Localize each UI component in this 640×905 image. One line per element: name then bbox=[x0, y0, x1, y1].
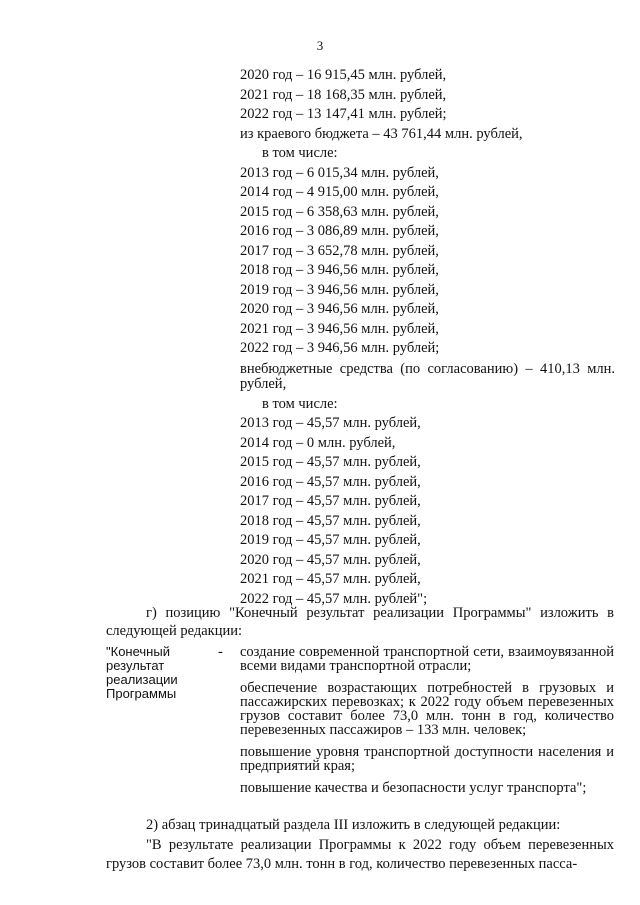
funding-line: из краевого бюджета – 43 761,44 млн. рублей, bbox=[240, 125, 523, 142]
funding-line: 2021 год – 3 946,56 млн. рублей, bbox=[240, 320, 439, 337]
funding-line: 2017 год – 45,57 млн. рублей, bbox=[240, 493, 421, 509]
funding-line: 2020 год – 45,57 млн. рублей, bbox=[240, 551, 421, 568]
funding-line: в том числе: bbox=[262, 145, 338, 161]
result-table-dash: - bbox=[218, 644, 223, 660]
funding-line: 2019 год – 3 946,56 млн. рублей, bbox=[240, 281, 439, 298]
amendment-paragraph-g: г) позицию "Конечный результат реализации Программы" изложить в следующей редакции: bbox=[106, 605, 614, 639]
funding-line: в том числе: bbox=[262, 395, 338, 412]
funding-line: 2014 год – 0 млн. рублей, bbox=[240, 434, 396, 451]
funding-line: 2017 год – 3 652,78 млн. рублей, bbox=[240, 242, 439, 259]
amendment-paragraph-2: 2) абзац тринадцатый раздела III изложить в следующей редакции: bbox=[146, 817, 561, 833]
funding-line: 2021 год – 45,57 млн. рублей, bbox=[240, 571, 421, 587]
funding-line: 2014 год – 4 915,00 млн. рублей, bbox=[240, 184, 439, 200]
funding-line: 2020 год – 16 915,45 млн. рублей, bbox=[240, 67, 447, 83]
funding-line: 2013 год – 6 015,34 млн. рублей, bbox=[240, 164, 439, 181]
funding-line: 2022 год – 13 147,41 млн. рублей; bbox=[240, 106, 447, 122]
funding-line: 2015 год – 6 358,63 млн. рублей, bbox=[240, 203, 439, 220]
result-item: повышение уровня транспортной доступности населения и предприятий края; bbox=[240, 744, 614, 774]
funding-line: 2016 год – 3 086,89 млн. рублей, bbox=[240, 223, 439, 239]
funding-line: 2013 год – 45,57 млн. рублей, bbox=[240, 415, 421, 431]
funding-line: внебюджетные средства (по согласованию) – 410,13 млн. рублей, bbox=[240, 360, 615, 392]
quoted-paragraph: "В результате реализации Программы к 2022 году объем перевезенных грузов составит более 73,0 млн. тонн в год, количество перевезенных пасса- bbox=[106, 837, 614, 872]
page-number: 3 bbox=[316, 38, 324, 53]
funding-breakdown bbox=[240, 66, 615, 609]
result-table-items bbox=[240, 645, 614, 803]
funding-line: 2021 год – 18 168,35 млн. рублей, bbox=[240, 86, 447, 103]
result-item: повышение качества и безопасности услуг транспорта"; bbox=[240, 780, 587, 796]
result-table-label: "Конечный результат реализации Программы bbox=[106, 644, 178, 701]
funding-line: 2022 год – 45,57 млн. рублей"; bbox=[240, 590, 428, 607]
funding-line: 2018 год – 3 946,56 млн. рублей, bbox=[240, 262, 439, 278]
funding-line: 2016 год – 45,57 млн. рублей, bbox=[240, 473, 421, 490]
result-item: создание современной транспортной сети, взаимоувязанной всеми видами транспортной отрасли; bbox=[240, 644, 614, 674]
result-item: обеспечение возрастающих потребностей в грузовых и пассажирских перевозках; к 2022 году объем перевезенных грузов составит более 73,0 млн. тонн в год, количество перевезенных пассажиров – 133 млн. человек; bbox=[240, 680, 614, 738]
funding-line: 2018 год – 45,57 млн. рублей, bbox=[240, 512, 421, 529]
funding-line: 2022 год – 3 946,56 млн. рублей; bbox=[240, 340, 440, 356]
funding-line: 2015 год – 45,57 млн. рублей, bbox=[240, 454, 421, 470]
funding-line: 2020 год – 3 946,56 млн. рублей, bbox=[240, 301, 439, 317]
funding-line: 2019 год – 45,57 млн. рублей, bbox=[240, 532, 421, 548]
